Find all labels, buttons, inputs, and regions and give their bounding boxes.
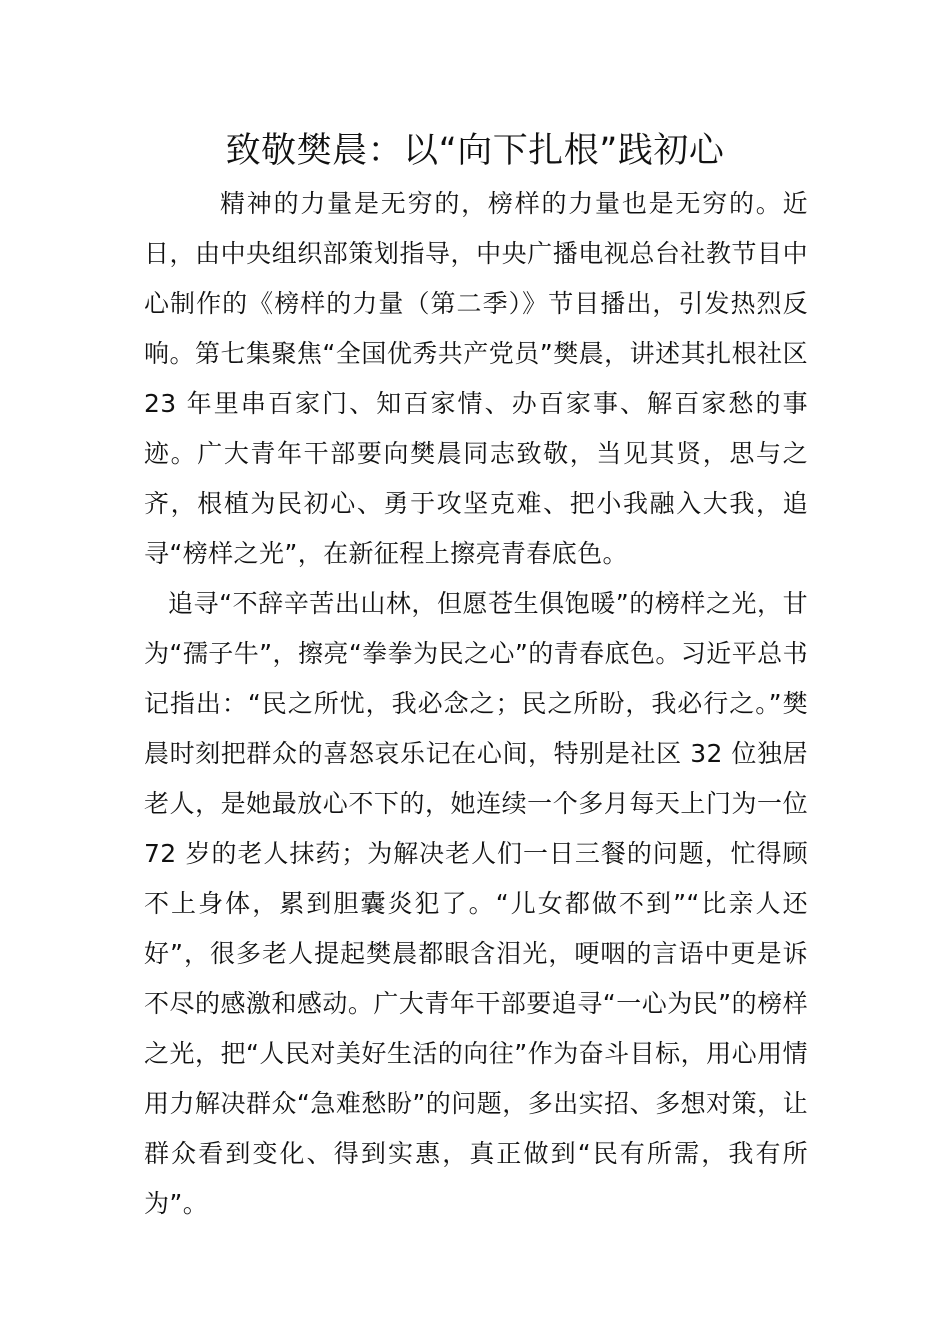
document-title: 致敬樊晨：以“向下扎根”践初心 <box>225 131 725 171</box>
paragraph-pursue-light: 追寻“不辞辛苦出山林，但愿苍生俱饱暖”的榜样之光，甘为“孺子牛”，擦亮“拳拳为民之心”的青春底色。习近平总书记指出：“民之所忧，我必念之；民之所盼，我必行之。”樊晨时刻把群众的喜怒哀乐记在心间，特别是社区 32 位独居老人，是她最放心不下的，她连续一个多月每天上门为一位 72 岁的老人抹药；为解决老人们一日三餐的问题，忙得顾不上身体，累到胆囊炎犯了。“儿女都做不到”“比亲人还好”，很多老人提起樊晨都眼含泪光，哽咽的言语中更是诉不尽的感激和感动。广大青年干部要追寻“一心为民”的榜样之光，把“人民对美好生活的向往”作为奋斗目标，用心用情用力解决群众“急难愁盼”的问题，多出实招、多想对策，让群众看到变化、得到实惠，真正做到“民有所需，我有所为”。 <box>144 589 808 1218</box>
document-body <box>144 179 808 1229</box>
paragraph-intro: 精神的力量是无穷的，榜样的力量也是无穷的。近日，由中央组织部策划指导，中央广播电视总台社教节目中心制作的《榜样的力量（第二季）》节目播出，引发热烈反响。第七集聚焦“全国优秀共产党员”樊晨，讲述其扎根社区 23 年里串百家门、知百家情、办百家事、解百家愁的事迹。广大青年干部要向樊晨同志致敬，当见其贤，思与之齐，根植为民初心、勇于攻坚克难、把小我融入大我，追寻“榜样之光”，在新征程上擦亮青春底色。 <box>144 189 808 568</box>
